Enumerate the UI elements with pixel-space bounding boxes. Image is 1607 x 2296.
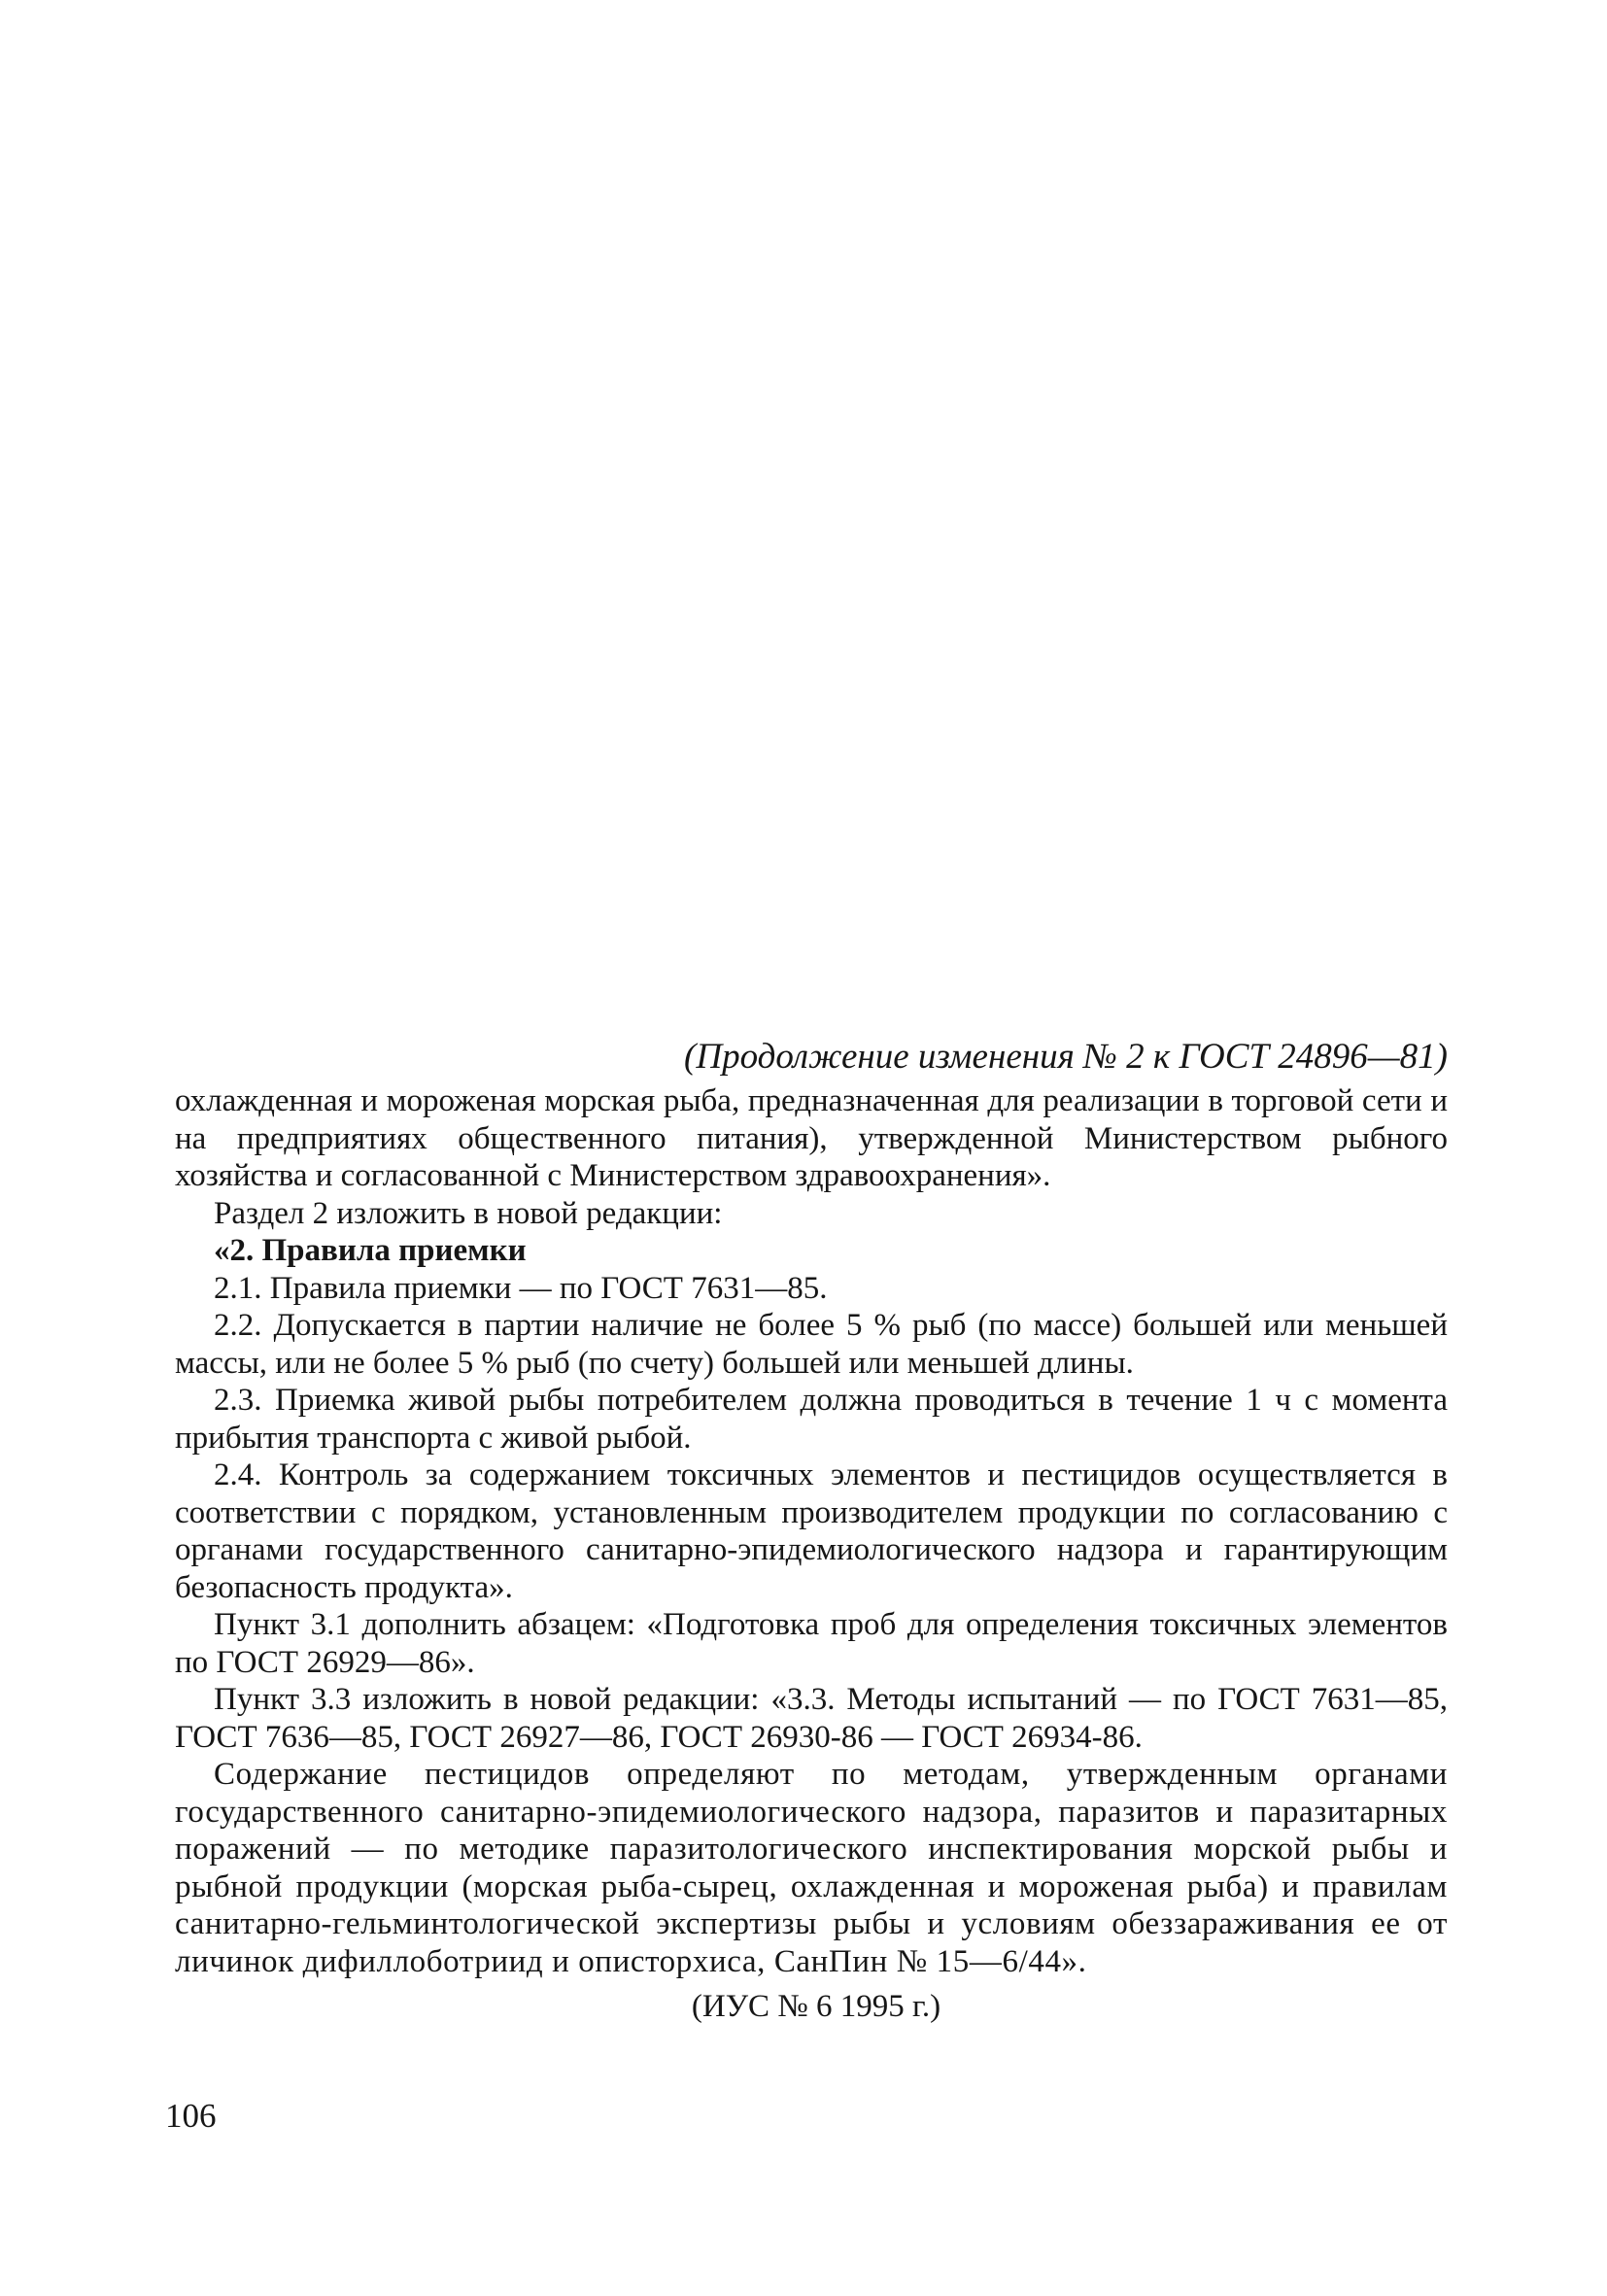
clause-2-4: 2.4. Контроль за содержанием токсичных элементов и пестицидов осуществляется в соответствии с порядком, установленным производителем продукции по согласованию с органами государственного санитарно-эпидемиологического надзора и гарантирующим безопасность продукта».	[175, 1457, 1448, 1605]
clause-2-2: 2.2. Допускается в партии наличие не более 5 % рыб (по массе) большей или меньшей массы, или не более 5 % рыб (по счету) большей или меньшей длины.	[175, 1308, 1448, 1381]
paragraph-item-3-1: Пункт 3.1 дополнить абзацем: «Подготовка проб для определения токсичных элементов по ГОСТ 26929—86».	[175, 1607, 1448, 1680]
source-reference: (ИУС № 6 1995 г.)	[691, 1989, 941, 2024]
page-number: 106	[165, 2097, 217, 2135]
document-body	[175, 1082, 1448, 2026]
paragraph-item-3-3: Пункт 3.3 изложить в новой редакции: «3.3. Методы испытаний — по ГОСТ 7631—85, ГОСТ 7636—85, ГОСТ 26927—86, ГОСТ 26930-86 — ГОСТ 26934-86.	[175, 1682, 1448, 1755]
clause-2-3: 2.3. Приемка живой рыбы потребителем должна проводиться в течение 1 ч с момента прибытия транспорта с живой рыбой.	[175, 1383, 1448, 1456]
paragraph-pesticides: Содержание пестицидов определяют по методам, утвержденным органами государственного санитарно-эпидемиологического надзора, паразитов и паразитарных поражений — по методике паразитологического инспектирования морской рыбы и рыбной продукции (морская рыба-сырец, охлажденная и мороженая рыба) и правилам санитарно-гельминтологической экспертизы рыбы и условиям обеззараживания ее от личинок дифиллоботриид и описторхиса, СанПин № 15—6/44».	[175, 1757, 1448, 1979]
continuation-header: (Продолжение изменения № 2 к ГОСТ 24896—81)	[684, 1037, 1448, 1077]
paragraph-continuation: охлажденная и мороженая морская рыба, предназначенная для реализации в торговой сети и на предприятиях общественного питания), утвержденной Министерством рыбного хозяйства и согласованной с Министерством здравоохранения».	[175, 1083, 1448, 1193]
clause-2-1: 2.1. Правила приемки — по ГОСТ 7631—85.	[214, 1270, 828, 1306]
paragraph-section-2-intro: Раздел 2 изложить в новой редакции:	[214, 1195, 723, 1231]
section-heading-acceptance-rules: «2. Правила приемки	[214, 1233, 527, 1268]
